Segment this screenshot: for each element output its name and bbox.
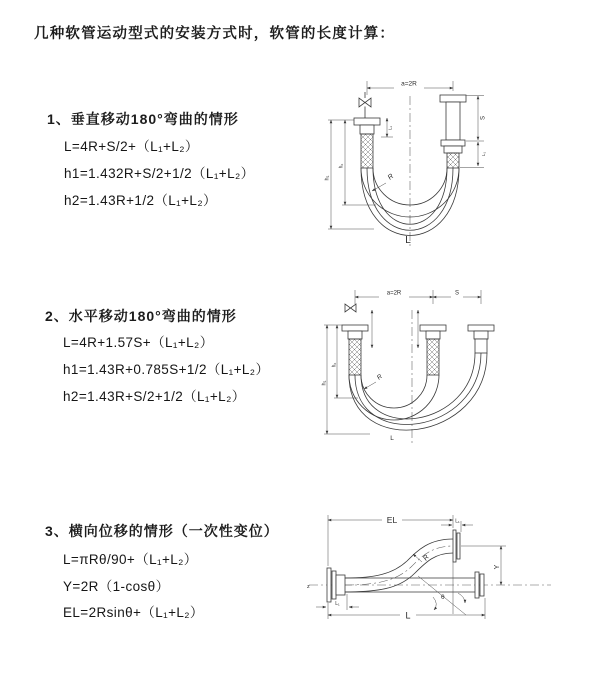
dimension-lines [328, 81, 484, 229]
length-label: L [405, 610, 411, 621]
dim-label-span: a=2R [386, 290, 402, 297]
theta-label: θ [441, 594, 445, 601]
dim-label-l1-top: L₁ [455, 518, 460, 525]
dimension-lines [321, 290, 481, 434]
formula-line: h2=1.43R+S/2+1/2（L₁+L₂） [63, 389, 246, 404]
section-3-heading: 3、横向位移的情形（一次性变位） [45, 523, 279, 539]
diagram-lateral-displacement [303, 502, 600, 654]
dim-label-h1: h₁ [321, 380, 328, 386]
dim-label-l1-left: L₁ [335, 601, 340, 607]
formula-line: h1=1.432R+S/2+1/2（L₁+L₂） [64, 166, 255, 181]
formula-line: L=4R+S/2+（L₁+L₂） [64, 139, 199, 154]
dim-label-l1-left: L₁ [387, 125, 393, 131]
radius-label: R [422, 553, 431, 563]
formula-line: EL=2Rsinθ+（L₁+L₂） [63, 605, 204, 620]
formula-line: Y=2R（1-cosθ） [63, 579, 170, 594]
angle-construction [418, 562, 466, 615]
centerline-break-mark: z [307, 584, 310, 590]
valve-icon [359, 98, 371, 107]
dim-label-y: Y [494, 564, 501, 570]
diagram-horizontal-180-bend [312, 282, 590, 450]
formula-line: L=πRθ/90+（L₁+L₂） [63, 552, 198, 567]
formula-line: L=4R+1.57S+（L₁+L₂） [63, 335, 214, 350]
page-title: 几种软管运动型式的安装方式时，软管的长度计算： [34, 26, 396, 42]
formula-line: h1=1.43R+0.785S+1/2（L₁+L₂） [63, 362, 270, 377]
hose-assembly [327, 530, 484, 602]
length-label: L [390, 435, 394, 442]
dim-label-s: S [454, 290, 460, 297]
dim-label-el: EL [386, 515, 398, 525]
radius-label: R [375, 373, 384, 382]
dim-label-l1-right: L₁ [481, 151, 486, 157]
diagram-vertical-180-bend [308, 72, 573, 252]
dim-label-h2: h₂ [338, 163, 345, 169]
length-label: L [405, 235, 411, 246]
section-1-heading: 1、垂直移动180°弯曲的情形 [47, 111, 239, 127]
formula-line: h2=1.43R+1/2（L₁+L₂） [64, 193, 217, 208]
radius-label: R [386, 172, 396, 182]
dim-label-h2: h₂ [331, 362, 338, 368]
valve-icon [345, 304, 356, 312]
dim-label-s: S [480, 115, 487, 121]
dim-label-span: a=2R [401, 80, 417, 88]
section-2-heading: 2、水平移动180°弯曲的情形 [45, 308, 237, 324]
dim-label-h1: h₁ [324, 175, 331, 181]
